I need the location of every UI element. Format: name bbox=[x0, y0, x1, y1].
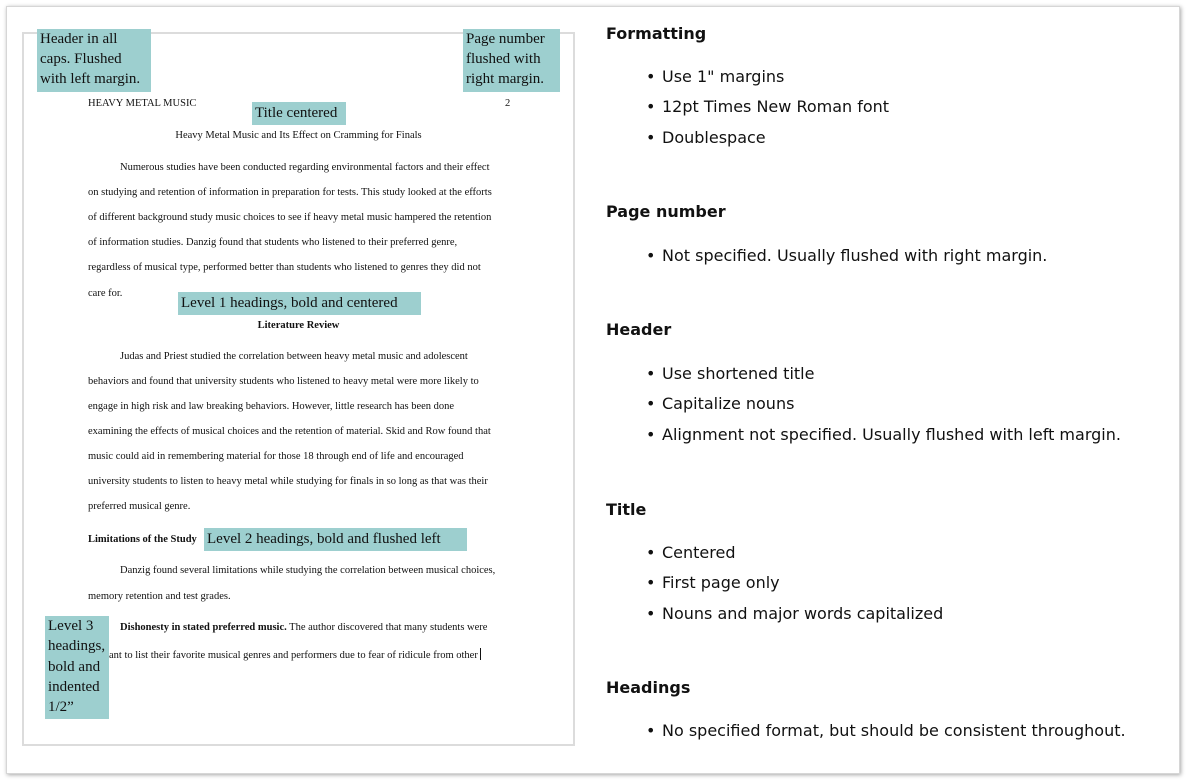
list-item: • Nouns and major words capitalized bbox=[646, 599, 943, 629]
level3-heading: Dishonesty in stated preferred music. bbox=[120, 622, 287, 633]
section-title-title: Title bbox=[606, 500, 647, 519]
annotation-page-number: Page number flushed with right margin. bbox=[463, 29, 560, 92]
section-title-header: Header bbox=[606, 320, 672, 339]
page-number: 2 bbox=[505, 98, 511, 109]
list-item: • Alignment not specified. Usually flushed with left margin. bbox=[646, 420, 1121, 450]
annotation-level1: Level 1 headings, bold and centered bbox=[178, 292, 421, 315]
para2-line-7: preferred musical genre. bbox=[88, 501, 191, 512]
page-number-list bbox=[646, 241, 1047, 271]
para2-line-5: music could aid in remembering material for those 18 through end of life and encouraged bbox=[88, 451, 464, 462]
para1-line-5: regardless of musical type, performed better than students who listened to genres they did not bbox=[88, 262, 481, 273]
list-item: • No specified format, but should be consistent throughout. bbox=[646, 716, 1126, 746]
list-item: • Capitalize nouns bbox=[646, 389, 1121, 419]
para3-line-1: Danzig found several limitations while studying the correlation between musical choices, bbox=[120, 565, 496, 576]
section-title-headings: Headings bbox=[606, 678, 691, 697]
para1-line-3: of different background study music choices to see if heavy metal music hampered the retention bbox=[88, 212, 492, 223]
list-item: • First page only bbox=[646, 568, 943, 598]
text-cursor bbox=[480, 648, 481, 660]
para2-line-4: examining the effects of musical choices and the retention of material. Skid and Row found that bbox=[88, 426, 491, 437]
para1-line-1: Numerous studies have been conducted regarding environmental factors and their effect bbox=[120, 162, 490, 173]
para1-line-2: on studying and retention of information in preparation for tests. This study looked at the efforts bbox=[88, 187, 492, 198]
running-header: HEAVY METAL MUSIC bbox=[88, 98, 197, 109]
annotation-level2: Level 2 headings, bold and flushed left bbox=[204, 528, 467, 551]
para2-line-2: behaviors and found that university students who listened to heavy metal were more likely to bbox=[88, 376, 479, 387]
para4-second-text: ant to list their favorite musical genres and performers due to fear of ridicule from other bbox=[109, 650, 478, 661]
para1-line-4: of information studies. Danzig found that students who listened to their preferred genre, bbox=[88, 237, 458, 248]
title-list bbox=[646, 538, 943, 629]
list-item: • Centered bbox=[646, 538, 943, 568]
para2-line-1: Judas and Priest studied the correlation between heavy metal music and adolescent bbox=[120, 351, 468, 362]
annotation-title: Title centered bbox=[252, 102, 346, 125]
para1-line-6: care for. bbox=[88, 288, 123, 299]
para4-line-2 bbox=[109, 648, 481, 661]
list-item: • 12pt Times New Roman font bbox=[646, 92, 889, 122]
para4-first-text: The author discovered that many students were bbox=[289, 622, 488, 633]
para2-line-3: engage in high risk and law breaking behaviors. However, little research has been done bbox=[88, 401, 455, 412]
para2-line-6: university students to listen to heavy metal while studying for finals in so long as that was their bbox=[88, 476, 488, 487]
annotation-header: Header in all caps. Flushed with left margin. bbox=[37, 29, 151, 92]
list-item: • Use 1" margins bbox=[646, 62, 889, 92]
level2-heading: Limitations of the Study bbox=[88, 534, 197, 545]
level1-heading: Literature Review bbox=[257, 320, 340, 331]
para4-line-1 bbox=[120, 622, 487, 633]
section-title-formatting: Formatting bbox=[606, 24, 707, 43]
para3-line-2: memory retention and test grades. bbox=[88, 591, 231, 602]
formatting-list bbox=[646, 62, 889, 153]
list-item: • Doublespace bbox=[646, 123, 889, 153]
list-item: • Use shortened title bbox=[646, 359, 1121, 389]
section-title-page-number: Page number bbox=[606, 202, 726, 221]
header-list bbox=[646, 359, 1121, 450]
annotation-level3: Level 3 headings, bold and indented 1/2” bbox=[45, 616, 109, 719]
headings-list bbox=[646, 716, 1126, 746]
paper-title: Heavy Metal Music and Its Effect on Cramming for Finals bbox=[175, 130, 422, 141]
list-item: • Not specified. Usually flushed with right margin. bbox=[646, 241, 1047, 271]
